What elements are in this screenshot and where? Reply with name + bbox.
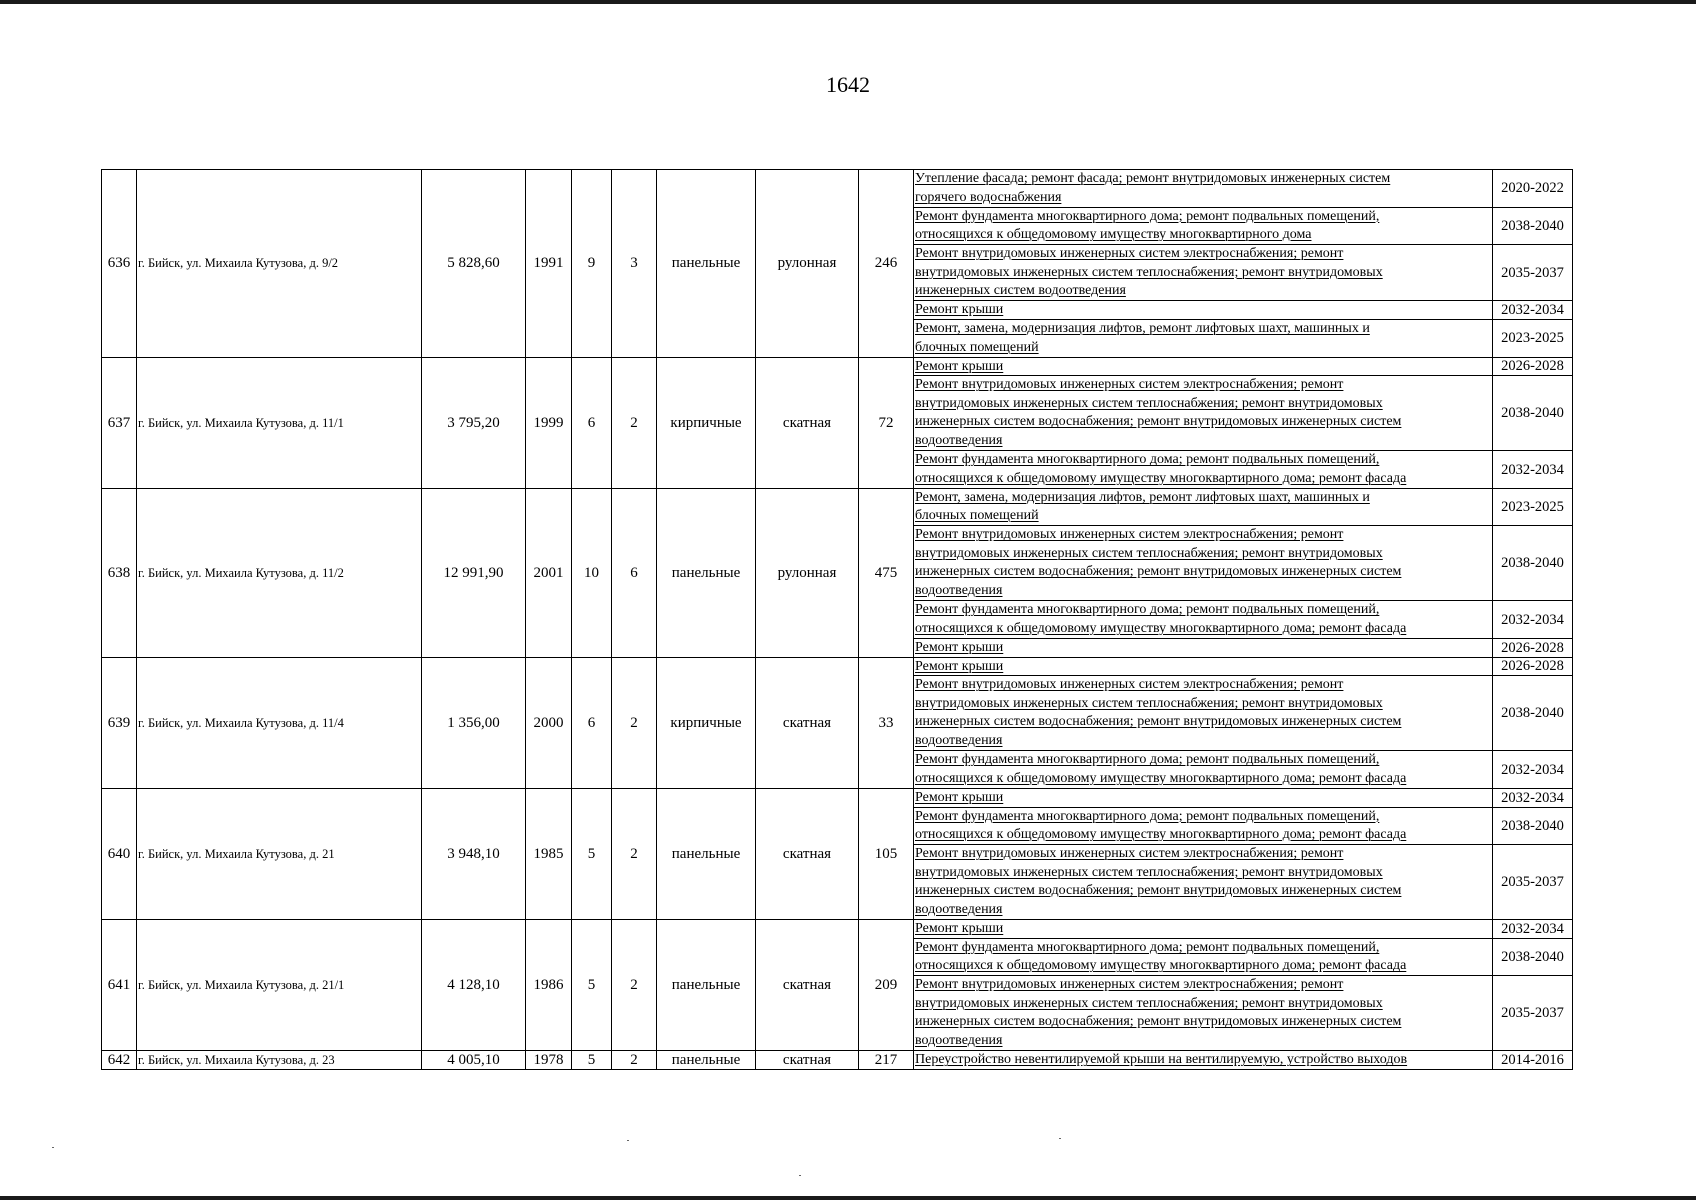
work-period-cell: 2038-2040 <box>1493 208 1573 246</box>
work-description-cell <box>914 526 1493 601</box>
work-description-line: инженерных систем водоотведения <box>915 283 1126 298</box>
wall-material-cell: панельные <box>657 789 756 920</box>
work-description-line: Ремонт внутридомовых инженерных систем электроснабжения; ремонт <box>915 527 1344 543</box>
year-cell: 2000 <box>526 658 572 789</box>
work-description-line: относящихся к общедомовому имуществу многоквартирного дома; ремонт фасада <box>915 470 1407 486</box>
work-description-cell <box>914 376 1493 451</box>
work-description-cell <box>914 676 1493 751</box>
year-cell: 1999 <box>526 358 572 489</box>
entrances-cell: 2 <box>612 1051 657 1070</box>
row-number-cell: 640 <box>102 789 137 920</box>
work-description-line: относящихся к общедомовому имуществу многоквартирного дома; ремонт фасада <box>915 620 1407 636</box>
work-description-line: Переустройство невентилируемой крыши на вентилируемую, устройство выходов <box>915 1052 1408 1068</box>
entrances-cell: 2 <box>612 789 657 920</box>
work-description-line: относящихся к общедомовому имуществу многоквартирного дома; ремонт фасада <box>915 827 1407 842</box>
work-period-cell: 2035-2037 <box>1493 245 1573 301</box>
work-description-cell <box>914 170 1493 208</box>
work-period-cell: 2032-2034 <box>1493 451 1573 489</box>
work-description-line: Ремонт крыши <box>915 358 1004 374</box>
floors-cell: 5 <box>572 789 612 920</box>
work-description-line: водоотведения <box>915 582 1003 598</box>
work-description-cell <box>914 789 1493 808</box>
row-number-cell: 636 <box>102 170 137 358</box>
work-description-line: относящихся к общедомовому имуществу многоквартирного дома; ремонт фасада <box>915 770 1407 786</box>
row-number-cell: 637 <box>102 358 137 489</box>
work-description-line: Ремонт внутридомовых инженерных систем электроснабжения; ремонт <box>915 677 1344 693</box>
work-description-line: Ремонт внутридомовых инженерных систем электроснабжения; ремонт <box>915 377 1344 393</box>
work-description-line: инженерных систем водоснабжения; ремонт внутридомовых инженерных систем <box>915 564 1402 580</box>
year-cell: 2001 <box>526 489 572 658</box>
scan-speck <box>799 1175 801 1176</box>
entrances-cell: 6 <box>612 489 657 658</box>
residents-cell: 209 <box>859 920 914 1051</box>
year-cell: 1991 <box>526 170 572 358</box>
work-description-cell <box>914 808 1493 846</box>
residents-cell: 475 <box>859 489 914 658</box>
work-description-line: относящихся к общедомовому имуществу многоквартирного дома; ремонт фасада <box>915 958 1407 974</box>
row-number-cell: 641 <box>102 920 137 1051</box>
work-period-cell: 2032-2034 <box>1493 789 1573 808</box>
work-description-line: Ремонт крыши <box>915 639 1004 655</box>
address-cell: г. Бийск, ул. Михаила Кутузова, д. 23 <box>137 1051 422 1070</box>
entrances-cell: 2 <box>612 658 657 789</box>
work-description-line: водоотведения <box>915 1032 1003 1048</box>
work-period-cell: 2026-2028 <box>1493 658 1573 677</box>
residents-cell: 217 <box>859 1051 914 1070</box>
area-cell: 12 991,90 <box>422 489 526 658</box>
residents-cell: 33 <box>859 658 914 789</box>
roof-type-cell: скатная <box>756 920 859 1051</box>
roof-type-cell: скатная <box>756 358 859 489</box>
work-description-line: внутридомовых инженерных систем теплоснабжения; ремонт внутридомовых <box>915 395 1383 411</box>
work-description-cell <box>914 208 1493 246</box>
wall-material-cell: кирпичные <box>657 658 756 789</box>
work-period-cell: 2023-2025 <box>1493 320 1573 358</box>
address-cell: г. Бийск, ул. Михаила Кутузова, д. 21/1 <box>137 920 422 1051</box>
work-description-line: Ремонт крыши <box>915 302 1004 318</box>
row-number-cell: 638 <box>102 489 137 658</box>
work-description-cell <box>914 976 1493 1051</box>
work-description-line: Ремонт фундамента многоквартирного дома; ремонт подвальных помещений, <box>915 752 1380 768</box>
work-period-cell: 2032-2034 <box>1493 601 1573 639</box>
wall-material-cell: панельные <box>657 170 756 358</box>
work-description-line: блочных помещений <box>915 508 1039 524</box>
work-description-cell <box>914 245 1493 301</box>
floors-cell: 6 <box>572 358 612 489</box>
work-description-line: Ремонт крыши <box>915 658 1004 674</box>
area-cell: 4 005,10 <box>422 1051 526 1070</box>
work-description-cell <box>914 920 1493 939</box>
address-cell: г. Бийск, ул. Михаила Кутузова, д. 11/2 <box>137 489 422 658</box>
work-description-cell <box>914 601 1493 639</box>
work-description-cell <box>914 358 1493 377</box>
area-cell: 1 356,00 <box>422 658 526 789</box>
wall-material-cell: панельные <box>657 920 756 1051</box>
residents-cell: 72 <box>859 358 914 489</box>
work-description-line: водоотведения <box>915 732 1003 748</box>
work-period-cell: 2026-2028 <box>1493 358 1573 377</box>
work-description-line: Ремонт, замена, модернизация лифтов, ремонт лифтовых шахт, машинных и <box>915 321 1370 336</box>
year-cell: 1985 <box>526 789 572 920</box>
work-description-cell <box>914 751 1493 789</box>
entrances-cell: 3 <box>612 170 657 358</box>
repair-schedule-table <box>101 169 1573 1070</box>
work-description-line: Ремонт внутридомовых инженерных систем электроснабжения; ремонт <box>915 246 1344 261</box>
residents-cell: 105 <box>859 789 914 920</box>
floors-cell: 9 <box>572 170 612 358</box>
work-description-line: относящихся к общедомовому имуществу многоквартирного дома <box>915 227 1312 242</box>
work-description-line: водоотведения <box>915 901 1003 917</box>
work-period-cell: 2038-2040 <box>1493 808 1573 846</box>
work-description-line: внутридомовых инженерных систем теплоснабжения; ремонт внутридомовых <box>915 995 1383 1011</box>
work-description-cell <box>914 1051 1493 1070</box>
scan-speck <box>52 1147 54 1148</box>
wall-material-cell: панельные <box>657 1051 756 1070</box>
work-description-line: Ремонт внутридомовых инженерных систем электроснабжения; ремонт <box>915 977 1344 993</box>
page-number: 1642 <box>826 72 870 97</box>
entrances-cell: 2 <box>612 358 657 489</box>
roof-type-cell: рулонная <box>756 489 859 658</box>
work-description-line: Ремонт фундамента многоквартирного дома; ремонт подвальных помещений, <box>915 808 1380 824</box>
work-description-cell <box>914 845 1493 920</box>
work-description-line: Ремонт внутридомовых инженерных систем электроснабжения; ремонт <box>915 846 1344 861</box>
work-description-line: Ремонт фундамента многоквартирного дома; ремонт подвальных помещений, <box>915 939 1380 955</box>
work-period-cell: 2014-2016 <box>1493 1051 1573 1070</box>
work-period-cell: 2032-2034 <box>1493 751 1573 789</box>
area-cell: 3 795,20 <box>422 358 526 489</box>
work-description-line: Ремонт фундамента многоквартирного дома; ремонт подвальных помещений, <box>915 602 1380 618</box>
work-period-cell: 2026-2028 <box>1493 639 1573 658</box>
work-period-cell: 2038-2040 <box>1493 376 1573 451</box>
work-description-line: Утепление фасада; ремонт фасада; ремонт внутридомовых инженерных систем <box>915 171 1391 186</box>
address-cell: г. Бийск, ул. Михаила Кутузова, д. 21 <box>137 789 422 920</box>
work-period-cell: 2020-2022 <box>1493 170 1573 208</box>
work-description-cell <box>914 658 1493 677</box>
entrances-cell: 2 <box>612 920 657 1051</box>
floors-cell: 6 <box>572 658 612 789</box>
work-description-line: внутридомовых инженерных систем теплоснабжения; ремонт внутридомовых <box>915 695 1383 711</box>
roof-type-cell: скатная <box>756 658 859 789</box>
work-period-cell: 2023-2025 <box>1493 489 1573 527</box>
floors-cell: 5 <box>572 920 612 1051</box>
work-description-line: инженерных систем водоснабжения; ремонт внутридомовых инженерных систем <box>915 714 1402 730</box>
work-description-line: блочных помещений <box>915 339 1039 355</box>
work-description-line: инженерных систем водоснабжения; ремонт внутридомовых инженерных систем <box>915 414 1402 430</box>
work-period-cell: 2038-2040 <box>1493 526 1573 601</box>
work-period-cell: 2035-2037 <box>1493 845 1573 920</box>
work-description-line: инженерных систем водоснабжения; ремонт внутридомовых инженерных систем <box>915 1014 1402 1030</box>
wall-material-cell: панельные <box>657 489 756 658</box>
work-description-cell <box>914 451 1493 489</box>
scan-bottom-edge <box>0 1196 1696 1200</box>
row-number-cell: 642 <box>102 1051 137 1070</box>
work-description-line: Ремонт крыши <box>915 921 1004 936</box>
address-cell: г. Бийск, ул. Михаила Кутузова, д. 11/4 <box>137 658 422 789</box>
work-description-line: Ремонт фундамента многоквартирного дома; ремонт подвальных помещений, <box>915 208 1380 224</box>
roof-type-cell: скатная <box>756 789 859 920</box>
work-description-line: Ремонт, замена, модернизация лифтов, ремонт лифтовых шахт, машинных и <box>915 489 1370 505</box>
work-period-cell: 2035-2037 <box>1493 976 1573 1051</box>
address-cell: г. Бийск, ул. Михаила Кутузова, д. 9/2 <box>137 170 422 358</box>
work-description-line: внутридомовых инженерных систем теплоснабжения; ремонт внутридомовых <box>915 264 1383 280</box>
work-description-cell <box>914 939 1493 977</box>
area-cell: 5 828,60 <box>422 170 526 358</box>
row-number-cell: 639 <box>102 658 137 789</box>
scan-speck <box>627 1140 629 1141</box>
work-description-line: внутридомовых инженерных систем теплоснабжения; ремонт внутридомовых <box>915 864 1383 880</box>
area-cell: 3 948,10 <box>422 789 526 920</box>
work-description-cell <box>914 320 1493 358</box>
work-description-line: инженерных систем водоснабжения; ремонт внутридомовых инженерных систем <box>915 883 1402 898</box>
roof-type-cell: рулонная <box>756 170 859 358</box>
scan-top-edge <box>0 0 1696 4</box>
work-description-cell <box>914 301 1493 320</box>
roof-type-cell: скатная <box>756 1051 859 1070</box>
work-period-cell: 2038-2040 <box>1493 676 1573 751</box>
work-period-cell: 2032-2034 <box>1493 301 1573 320</box>
year-cell: 1986 <box>526 920 572 1051</box>
address-cell: г. Бийск, ул. Михаила Кутузова, д. 11/1 <box>137 358 422 489</box>
work-period-cell: 2038-2040 <box>1493 939 1573 977</box>
work-description-line: Ремонт крыши <box>915 789 1004 805</box>
wall-material-cell: кирпичные <box>657 358 756 489</box>
work-description-line: горячего водоснабжения <box>915 189 1062 205</box>
work-description-line: Ремонт фундамента многоквартирного дома; ремонт подвальных помещений, <box>915 452 1380 468</box>
year-cell: 1978 <box>526 1051 572 1070</box>
floors-cell: 10 <box>572 489 612 658</box>
work-period-cell: 2032-2034 <box>1493 920 1573 939</box>
work-description-cell <box>914 489 1493 527</box>
scan-speck <box>1059 1138 1061 1139</box>
residents-cell: 246 <box>859 170 914 358</box>
work-description-line: водоотведения <box>915 432 1003 448</box>
area-cell: 4 128,10 <box>422 920 526 1051</box>
work-description-line: внутридомовых инженерных систем теплоснабжения; ремонт внутридомовых <box>915 545 1383 561</box>
work-description-cell <box>914 639 1493 658</box>
floors-cell: 5 <box>572 1051 612 1070</box>
